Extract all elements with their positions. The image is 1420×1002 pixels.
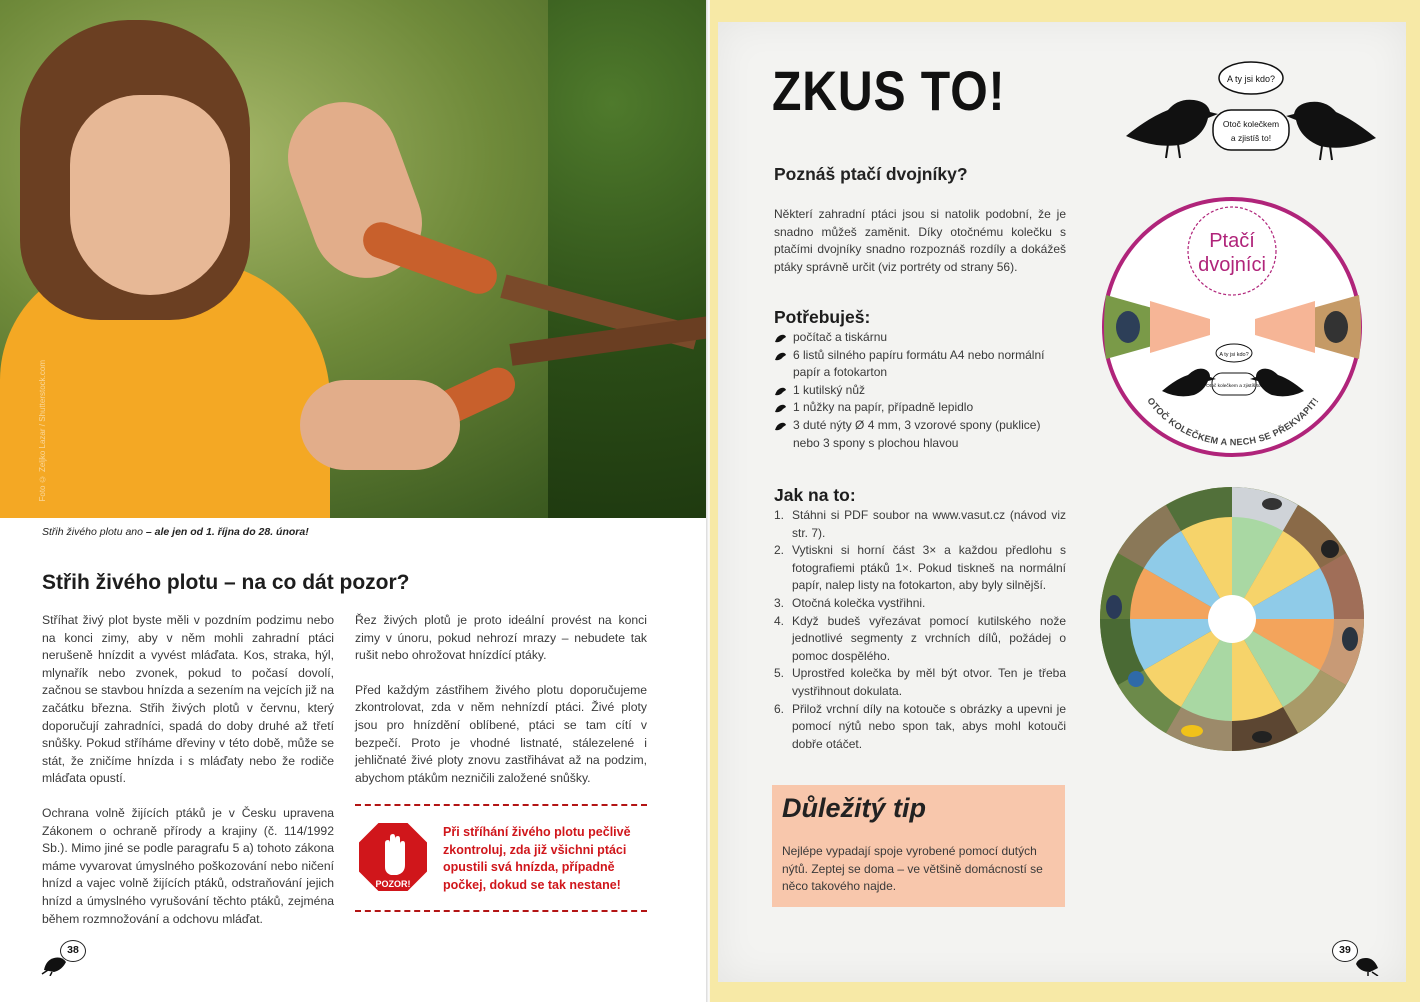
list-item: 1 nůžky na papír, případně lepidlo [774, 399, 1068, 417]
bird-photos-wheel [1098, 485, 1366, 753]
stop-hand-icon [357, 821, 429, 893]
page-title: ZKUS TO! [772, 59, 1006, 122]
list-item: 4. Když budeš vyřezávat pomocí kutilského nože jednotlivé segmenty z vrchních dílů, požádej o pomoc dospělého. [774, 613, 1066, 663]
hedge-trimming-photo [0, 0, 708, 518]
photo-credit: Foto © Zeljko Lazar / Shutterstock.com [38, 360, 47, 502]
svg-text:a zjistíš to!: a zjistíš to! [1230, 133, 1272, 143]
bird-bullet-icon [774, 402, 787, 414]
bird-twins-wheel-top [1100, 195, 1365, 460]
list-item: 6. Přilož vrchní díly na kotouče s obrázky a upevni je pomocí nýtů nebo spon tak, abys mohl kotouči dobře otáčet. [774, 701, 1066, 751]
tip-text: Nejlépe vypadají spoje vyrobené pomocí dutých nýtů. Zeptej se doma – ve většině domácností se něco takového najde. [782, 844, 1043, 894]
needs-heading: Potřebuješ: [774, 307, 871, 327]
wheel-title-2: dvojníci [1198, 254, 1266, 276]
list-item: 2. Vytiskni si horní část 3× a každou předlohu s fotografiemi ptáků 1×. Pokud tiskneš na normální papír, nalep listy na fotokarton, aby byly silnější. [774, 543, 1066, 593]
section-heading: Střih živého plotu – na co dát pozor? [42, 571, 410, 594]
list-item: 1. Stáhni si PDF soubor na www.vasut.cz (návod viz str. 7). [774, 508, 1066, 540]
page-number: 38 [60, 940, 86, 962]
steps-list [774, 507, 1066, 753]
list-item: počítač a tiskárnu [774, 329, 1068, 347]
photo-caption: Střih živého plotu ano – ale jen od 1. října do 28. února! [42, 526, 309, 538]
text-column-2 [355, 612, 647, 804]
wheel-title-1: Ptačí [1209, 230, 1255, 252]
paragraph: Stříhat živý plot byste měli v pozdním podzimu nebo na konci zimy, aby v něm mohli zahradní ptáci nerušeně hnízdit a vyvést mláďata. Kos, straka, hýl, mlynařík nebo zvonek, pokud to počasí dovolí, začnou se stavbou hnízda a sezením na vejcích již na začátku března. Střih živých plotů v červnu, který doporučují zahradníci, spadá do doby druhé až třetí snůšky. Pokud stříháme dřeviny v této době, může se stát, že zničíme hnízda i s mláďaty nebo že rodiče mláďata opustí. [42, 613, 334, 786]
list-item: 5. Uprostřed kolečka by měl být otvor. Ten je třeba vystřihnout dokulata. [774, 666, 1066, 698]
wheel-bubble-2: Otoč kolečkem a zjistíš to! [1206, 384, 1262, 389]
warning-box [355, 804, 647, 912]
wheel-bubble-1: A ty jsi kdo? [1219, 352, 1249, 358]
bird-bullet-icon [774, 350, 787, 362]
warning-label: POZOR! [375, 879, 411, 889]
bird-bullet-icon [774, 385, 787, 397]
tip-title: Důležitý tip [782, 793, 927, 823]
intro-text: Některí zahradní ptáci jsou si natolik podobní, že je snadno můžeš zaměnit. Díky otočnému kolečku s ptačími dvojníky snadno rozpoznáš rozdíly a dokážeš ptáky správně určit (viz portréty od strany 56). [774, 207, 1066, 274]
subtitle: Poznáš ptačí dvojníky? [774, 164, 968, 184]
text-column-1 [42, 612, 334, 945]
bird-bullet-icon [774, 332, 787, 344]
bird-icon [1352, 944, 1382, 976]
tip-box [772, 785, 1065, 907]
list-item: 3. Otočná kolečka vystřihni. [774, 595, 926, 610]
list-item: 1 kutilský nůž [774, 382, 1068, 400]
page-number: 39 [1332, 940, 1358, 962]
needs-list [774, 329, 1068, 452]
paragraph: Před každým zástřihem živého plotu doporučujeme zkontrolovat, zda v něm nehnízdí ptáci. Živé ploty jsou pro hnízdění oblíbené, ptáci se tam cítí v bezpečí. Proto je vhodné listnaté, stálezelené i jehličnaté živé ploty znovu zastřihávat až na podzim, abychom ptákům nezničili založené snůšky. [355, 682, 647, 785]
speech-bubble-1: A ty jsi kdo? [1226, 74, 1276, 84]
two-birds-illustration [1118, 58, 1383, 168]
paragraph: Řez živých plotů je proto ideální provést na konci zimy v únoru, pokud nehrozí mrazy – nebudete tak rušit nebo ohrožovat hnízdící ptáky. [355, 613, 647, 663]
warning-text: Při stříhání živého plotu pečlivě zkontroluj, zda již všichni ptáci opustili svá hnízda, případně počkej, dokud se tak nestane! [443, 825, 631, 892]
list-item: 3 duté nýty Ø 4 mm, 3 vzorové spony (puklice) nebo 3 spony s plochou hlavou [774, 417, 1068, 452]
wheel-arc-text: OTOČ KOLEČKEM A NECH SE PŘEKVAPIT! [1145, 395, 1321, 448]
bird-bullet-icon [774, 420, 787, 432]
paragraph: Ochrana volně žijících ptáků je v Česku upravena Zákonem o ochraně přírody a krajiny (č. 114/1992 Sb.). Mimo jiné se podle paragrafu 5 a) tohoto zákona máme vyvarovat úmyslného poškozování nebo ničení hnízd a vajec volně žijících ptáků, odstraňování jejich hnízd a úmyslného vyrušování těchto ptáků, zejména během rozmnožování a odchovu mláďat. [42, 805, 334, 926]
svg-text:Otoč kolečkem: Otoč kolečkem [1222, 119, 1280, 129]
steps-heading: Jak na to: [774, 485, 856, 505]
left-page [0, 0, 708, 1002]
list-item: 6 listů silného papíru formátu A4 nebo normální papír a fotokarton [774, 347, 1068, 382]
